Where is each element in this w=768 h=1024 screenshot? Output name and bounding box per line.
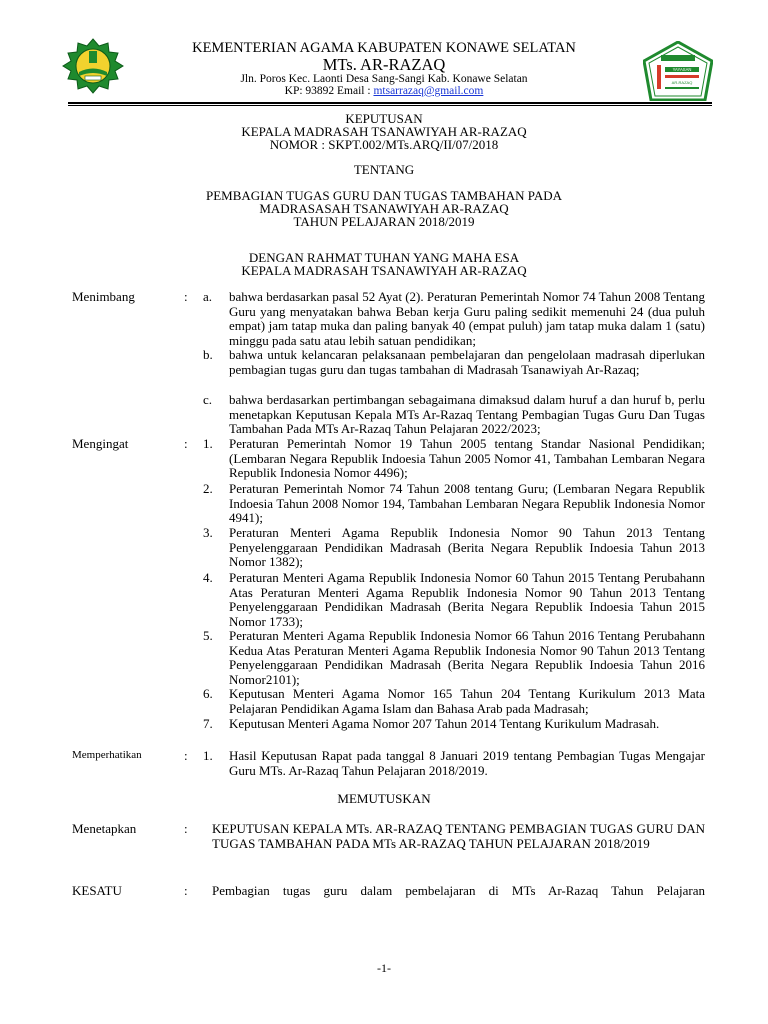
mengingat-4-marker: 4. xyxy=(203,570,213,585)
memperhatikan-label: Memperhatikan xyxy=(72,749,142,761)
mengingat-2-text: Peraturan Pemerintah Nomor 74 Tahun 2008 tentang Guru; (Lembaran Negara Republik Indoesia Tahun 2008 Nomor 194, Tambahan Lembaran Negara Republik Indonesia Nomor 4941); xyxy=(229,481,705,525)
menimbang-c-marker: c. xyxy=(203,392,213,407)
right-logo-text-1: YAYASAN xyxy=(672,67,692,72)
menetapkan-text: KEPUTUSAN KEPALA MTs. AR-RAZAQ TENTANG PEMBAGIAN TUGAS GURU DAN TUGAS TAMBAHAN PADA MTs AR-RAZAQ TAHUN PELAJARAN 2018/2019 xyxy=(212,821,705,851)
menimbang-a-text: bahwa berdasarkan pasal 52 Ayat (2). Peraturan Pemerintah Nomor 74 Tahun 2008 Tentang Guru yang menyatakan bahwa Beban kerja Guru paling sedikit memenuhi 24 (dua puluh empat) jam tatap muka dan paling banyak 40 (empat puluh) jam tatap muka dalam 1 (satu) minggu pada satu atau lebih satuan pendidikan; xyxy=(229,289,705,348)
subject-line-3: TAHUN PELAJARAN 2018/2019 xyxy=(293,214,475,229)
memutuskan-heading: MEMUTUSKAN xyxy=(337,791,431,806)
contact-line xyxy=(0,85,768,97)
mengingat-5-marker: 5. xyxy=(203,628,213,643)
menetapkan-colon: : xyxy=(184,821,188,836)
subject-line-1: PEMBAGIAN TUGAS GURU DAN TUGAS TAMBAHAN PADA xyxy=(205,188,563,203)
rahmat-line-1: DENGAN RAHMAT TUHAN YANG MAHA ESA xyxy=(248,250,520,265)
mengingat-1-text: Peraturan Pemerintah Nomor 19 Tahun 2005 tentang Standar Nasional Pendidikan; (Lembaran Negara Republik Indoesia Tahun 2005 Nomor 41, Tambahan Lembaran Negara Republik Indonesia Nomor 4496); xyxy=(229,436,705,480)
school-address: Jln. Poros Kec. Laonti Desa Sang-Sangi Kab. Konawe Selatan xyxy=(240,73,528,85)
mengingat-6-marker: 6. xyxy=(203,686,213,701)
kp-label: KP: 93892 Email : xyxy=(284,85,374,97)
kesatu-text: Pembagian tugas guru dalam pembelajaran di MTs Ar-Razaq Tahun Pelajaran xyxy=(212,883,705,898)
decree-number: NOMOR : SKPT.002/MTs.ARQ/II/07/2018 xyxy=(269,137,499,152)
rahmat-line-2: KEPALA MADRASAH TSANAWIYAH AR-RAZAQ xyxy=(241,263,527,278)
letterhead-rule-thin xyxy=(68,105,712,106)
right-logo-text-2: AR-RAZAQ xyxy=(671,80,693,85)
ministry-name: KEMENTERIAN AGAMA KABUPATEN KONAWE SELATAN xyxy=(192,40,576,56)
menimbang-b-text: bahwa untuk kelancaran pelaksanaan pembelajaran dan pengelolaan madrasah diperlukan pembagian tugas guru dan tugas tambahan di Madrasah Tsanawiyah Ar-Razaq; xyxy=(229,347,705,377)
decree-heading: KEPUTUSAN xyxy=(345,111,423,126)
page-number: -1- xyxy=(377,961,391,975)
kesatu-label: KESATU xyxy=(72,883,122,898)
email-link[interactable]: mtsarrazaq@gmail.com xyxy=(373,85,484,97)
memperhatikan-1-text: Hasil Keputusan Rapat pada tanggal 8 Januari 2019 tentang Pembagian Tugas Mengajar Guru MTs. Ar-Razaq Tahun Pelajaran 2018/2019. xyxy=(229,748,705,778)
menimbang-a-marker: a. xyxy=(203,289,213,304)
menimbang-colon: : xyxy=(184,289,188,304)
subject-line-2: MADRASASAH TSANAWIYAH AR-RAZAQ xyxy=(259,201,509,216)
kesatu-colon: : xyxy=(184,883,188,898)
menimbang-b-marker: b. xyxy=(203,347,213,362)
mengingat-colon: : xyxy=(184,436,188,451)
mengingat-4-text: Peraturan Menteri Agama Republik Indonesia Nomor 60 Tahun 2015 Tentang Perubahann Atas Peraturan Menteri Agama Republik Indonesia Nomor 90 Tahun 2013 Tentang Penyelenggaraan Pendidikan Madrasah (Berita Negara Republik Indoesia Tahun 2015 Nomor 1733); xyxy=(229,570,705,629)
tentang-heading: TENTANG xyxy=(353,162,415,177)
memperhatikan-colon: : xyxy=(184,748,188,763)
mengingat-label: Mengingat xyxy=(72,436,129,451)
menimbang-label: Menimbang xyxy=(72,289,135,304)
menimbang-c-text: bahwa berdasarkan pertimbangan sebagaimana dimaksud dalam huruf a dan huruf b, perlu menetapkan Keputusan Kepala MTs Ar-Razaq Tentang Pembagian Tugas Guru Dan Tugas Tambahan Pada MTs Ar-Razaq Tahun Pelajaran 2022/2023; xyxy=(229,392,705,436)
decree-issuer: KEPALA MADRASAH TSANAWIYAH AR-RAZAQ xyxy=(241,124,527,139)
mengingat-1-marker: 1. xyxy=(203,436,213,451)
mengingat-3-marker: 3. xyxy=(203,525,213,540)
memperhatikan-1-marker: 1. xyxy=(203,748,213,763)
school-name: MTs. AR-RAZAQ xyxy=(322,55,446,74)
mengingat-7-marker: 7. xyxy=(203,716,213,731)
letterhead-rule-thick xyxy=(68,102,712,104)
mengingat-3-text: Peraturan Menteri Agama Republik Indonesia Nomor 90 Tahun 2013 Tentang Penyelenggaraan Pendidikan Madrasah (Berita Negara Republik Indoesia Tahun 2013 Nomor 1382); xyxy=(229,525,705,569)
mengingat-7-text: Keputusan Menteri Agama Nomor 207 Tahun 2014 Tentang Kurikulum Madrasah. xyxy=(229,716,660,731)
menetapkan-label: Menetapkan xyxy=(72,821,137,836)
mengingat-2-marker: 2. xyxy=(203,481,213,496)
mengingat-5-text: Peraturan Menteri Agama Republik Indonesia Nomor 66 Tahun 2016 Tentang Perubahann Kedua Atas Peraturan Menteri Agama Republik Indonesia Nomor 90 Tahun 2013 Tentang Penyelenggaraan Pendidikan Madrasah (Berita Negara Republik Indoesia Tahun 2016 Nomor2101); xyxy=(229,628,705,687)
mengingat-6-text: Keputusan Menteri Agama Nomor 165 Tahun 204 Tentang Kurikulum 2013 Mata Pelajaran Pendidikan Agama Islam dan Bahasa Arab pada Madrasah; xyxy=(229,686,705,716)
